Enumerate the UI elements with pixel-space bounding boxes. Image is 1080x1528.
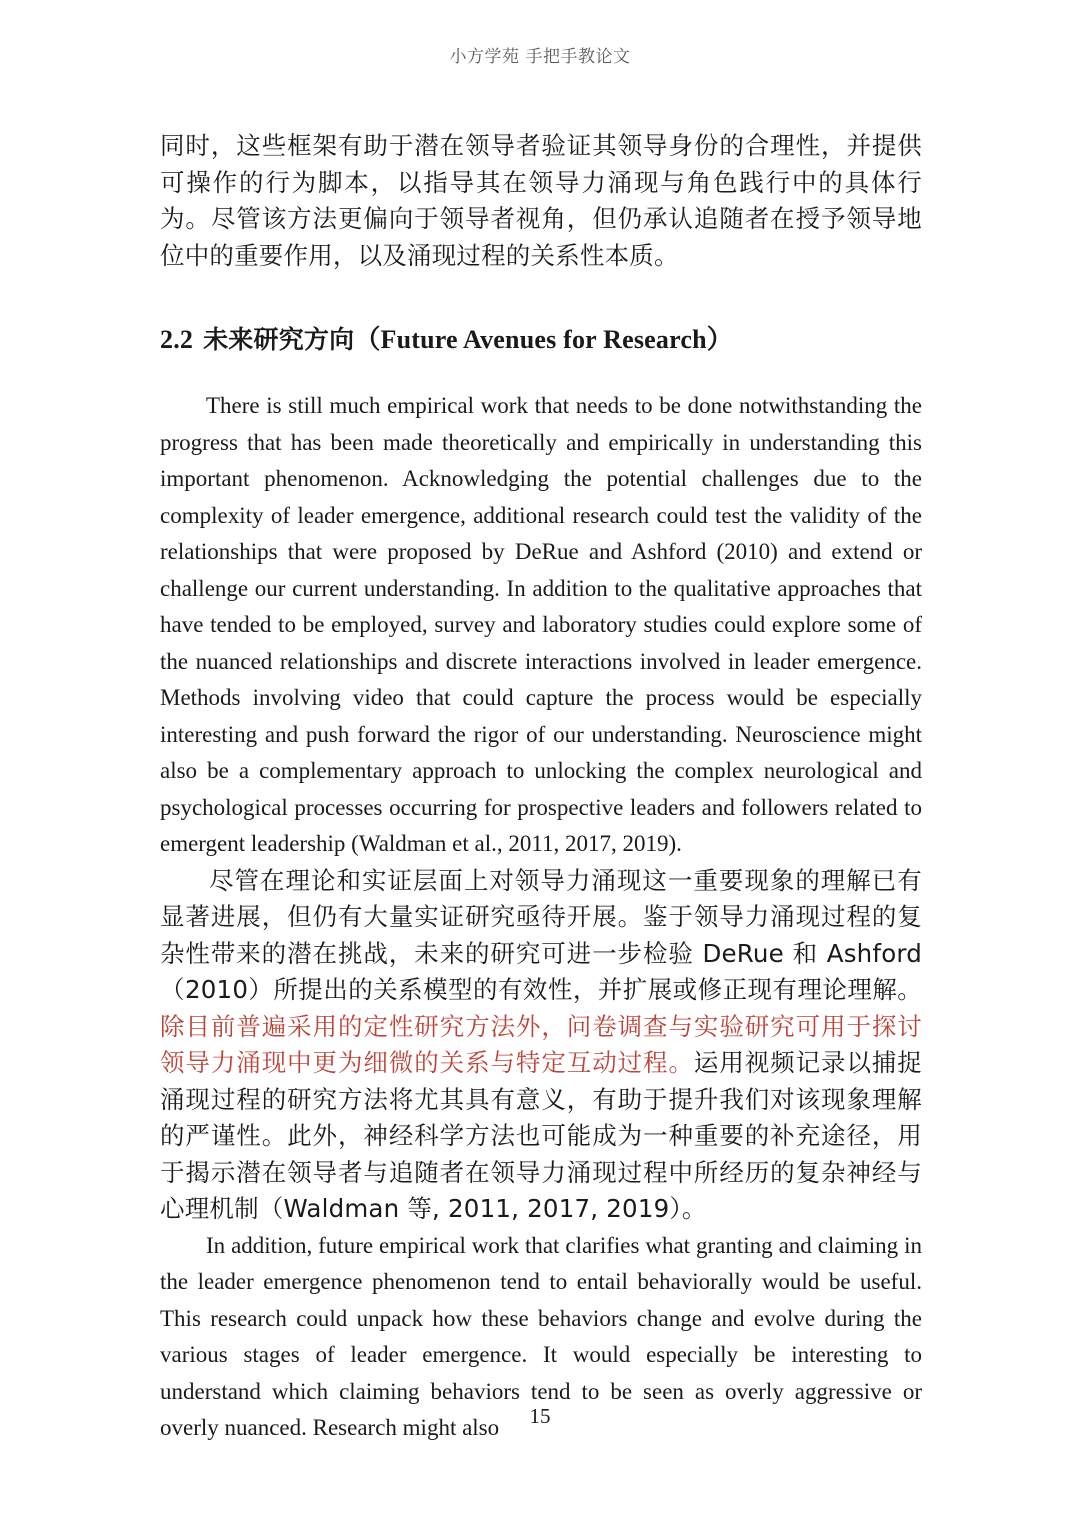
chinese-text-highlighted: 除目前普遍采用的定性研究方法外，问卷调查与实验研究可用于探讨领导力涌现中更为细微的关系与特定互动过程。 bbox=[160, 1011, 922, 1077]
section-title-chinese: 未来研究方向 bbox=[203, 325, 355, 354]
paragraph-chinese-intro: 同时，这些框架有助于潜在领导者验证其领导身份的合理性，并提供可操作的行为脚本，以指导其在领导力涌现与角色践行中的具体行为。尽管该方法更偏向于领导者视角，但仍承认追随者在授予领导地位中的重要作用，以及涌现过程的关系性本质。 bbox=[160, 131, 922, 270]
section-number: 2.2 bbox=[160, 325, 194, 354]
page-content bbox=[160, 128, 922, 1447]
running-header: 小方学苑 手把手教论文 bbox=[449, 47, 631, 67]
chinese-text-segment-2: 运用视频记录以捕捉涌现过程的研究方法将尤其具有意义，有助于提升我们对该现象理解的严谨性。此外，神经科学方法也可能成为一种重要的补充途径，用于揭示潜在领导者与追随者在领导力涌现过程中所经历的复杂神经与心理机制（Waldman 等, 2011, 2017, 2019）。 bbox=[160, 1048, 922, 1223]
paragraph-chinese-translation bbox=[160, 863, 922, 1228]
page-number: 15 bbox=[529, 1404, 551, 1428]
section-heading bbox=[160, 322, 922, 358]
chinese-text-segment-1: 尽管在理论和实证层面上对领导力涌现这一重要现象的理解已有显著进展，但仍有大量实证研究亟待开展。鉴于领导力涌现过程的复杂性带来的潜在挑战，未来的研究可进一步检验 DeRue 和 Ashford（2010）所提出的关系模型的有效性，并扩展或修正现有理论理解。 bbox=[160, 865, 922, 1004]
paragraph-english-second: In addition, future empirical work that clarifies what granting and claiming in the leader emergence phenomenon tend to entail behaviorally would be useful. This research could unpack how these behaviors change and evolve during the various stages of leader emergence. It would especially be interesting to understand which claiming behaviors tend to be seen as overly aggressive or overly nuanced. Research might also bbox=[160, 1232, 922, 1440]
section-title-english: （Future Avenues for Research） bbox=[354, 325, 733, 354]
paragraph-english-first: There is still much empirical work that needs to be done notwithstanding the progress that has been made theoretically and empirically in understanding this important phenomenon. Acknowledging the potential challenges due to the complexity of leader emergence, additional research could test the validity of the relationships that were proposed by DeRue and Ashford (2010) and extend or challenge our current understanding. In addition to the qualitative approaches that have tended to be employed, survey and laboratory studies could explore some of the nuanced relationships and discrete interactions involved in leader emergence. Methods involving video that could capture the process would be especially interesting and push forward the rigor of our understanding. Neuroscience might also be a complementary approach to unlocking the complex neurological and psychological processes occurring for prospective leaders and followers related to emergent leadership (Waldman et al., 2011, 2017, 2019). bbox=[160, 393, 922, 856]
